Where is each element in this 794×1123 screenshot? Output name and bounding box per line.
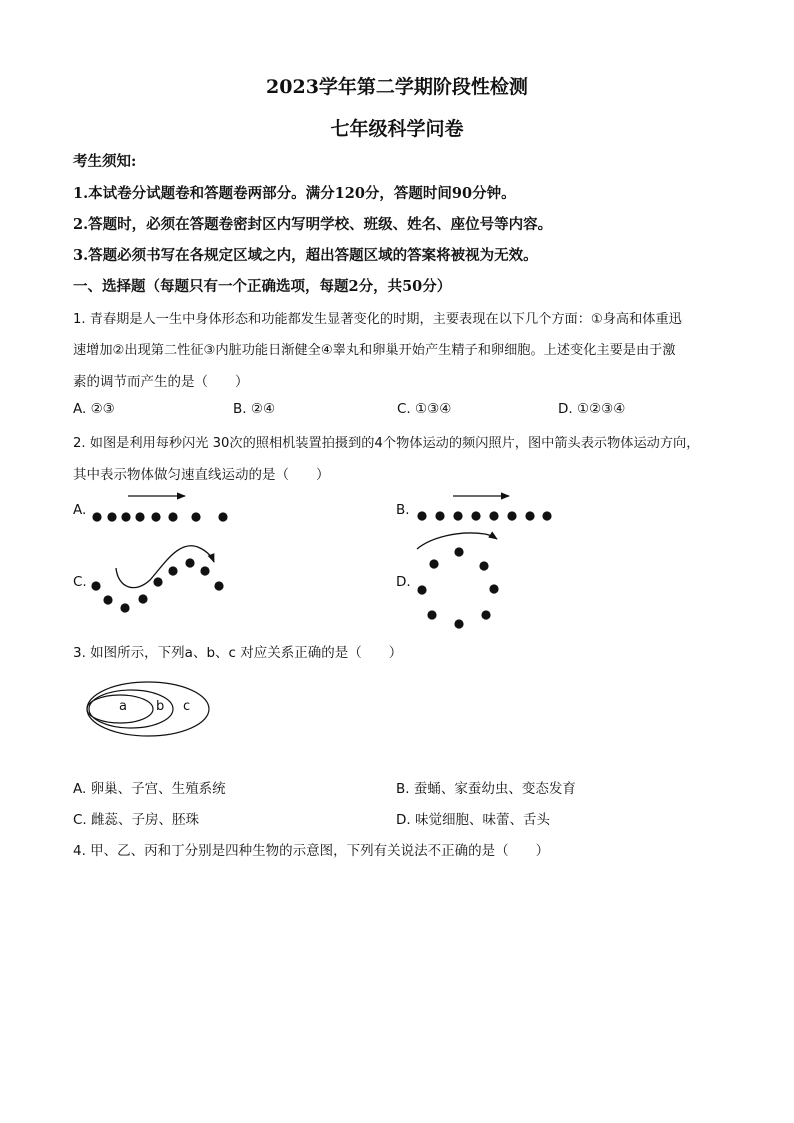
notice-item-3: 3.答题必须书写在各规定区域之内，超出答题区域的答案将被视为无效。 xyxy=(73,247,538,264)
q3-option-d: D. 味觉细胞、味蕾、舌头 xyxy=(396,812,550,828)
figure-d xyxy=(417,533,499,629)
diagram-label-c: c xyxy=(183,699,191,714)
q1-option-d: D. ①②③④ xyxy=(558,401,626,417)
q1-stem-line1: 1. 青春期是人一生中身体形态和功能都发生显著变化的时期，主要表现在以下几个方面：①身高和体重迅 xyxy=(73,312,682,327)
q3-stem: 3. 如图所示，下列a、b、c 对应关系正确的是（ ） xyxy=(73,645,403,661)
figure-c xyxy=(91,546,223,613)
page-subtitle: 七年级科学问卷 xyxy=(330,118,464,140)
q3-option-c: C. 雌蕊、子房、胚珠 xyxy=(73,812,200,828)
figure-nested-sets xyxy=(87,682,209,736)
figure-a xyxy=(92,496,227,522)
notice-item-2: 2.答题时，必须在答题卷密封区内写明学校、班级、姓名、座位号等内容。 xyxy=(73,216,553,233)
q1-stem-line2: 速增加②出现第二性征③内脏功能日渐健全④睾丸和卵巢开始产生精子和卵细胞。上述变化主要是由于激 xyxy=(73,343,676,358)
figure-b xyxy=(417,496,551,521)
q1-option-b: B. ②④ xyxy=(233,401,276,417)
notice-item-1: 1.本试卷分试题卷和答题卷两部分。满分120分，答题时间90分钟。 xyxy=(73,185,516,202)
q2-stem-line2: 其中表示物体做匀速直线运动的是（ ） xyxy=(73,467,330,483)
q3-option-a: A. 卵巢、子宫、生殖系统 xyxy=(73,781,226,797)
diagram-label-b: b xyxy=(156,699,165,714)
q4-stem: 4. 甲、乙、丙和丁分别是四种生物的示意图，下列有关说法不正确的是（ ） xyxy=(73,843,550,859)
section-heading: 一、选择题（每题只有一个正确选项，每题2分，共50分） xyxy=(73,278,452,295)
q2-label-c: C. xyxy=(73,574,87,590)
q2-label-a: A. xyxy=(73,502,87,518)
q1-option-c: C. ①③④ xyxy=(397,401,452,417)
q2-stem-line1: 2. 如图是利用每秒闪光 30次的照相机装置拍摄到的4个物体运动的频闪照片，图中箭头表示物体运动方向， xyxy=(73,436,700,451)
q3-option-b: B. 蚕蛹、家蚕幼虫、变态发育 xyxy=(396,781,576,797)
q1-stem-line3: 素的调节而产生的是（ ） xyxy=(73,374,249,390)
page-title: 2023学年第二学期阶段性检测 xyxy=(266,76,528,98)
q2-label-b: B. xyxy=(396,502,410,518)
q2-label-d: D. xyxy=(396,574,411,590)
q1-option-a: A. ②③ xyxy=(73,401,115,417)
diagram-label-a: a xyxy=(119,699,127,714)
notice-heading: 考生须知: xyxy=(73,153,137,170)
